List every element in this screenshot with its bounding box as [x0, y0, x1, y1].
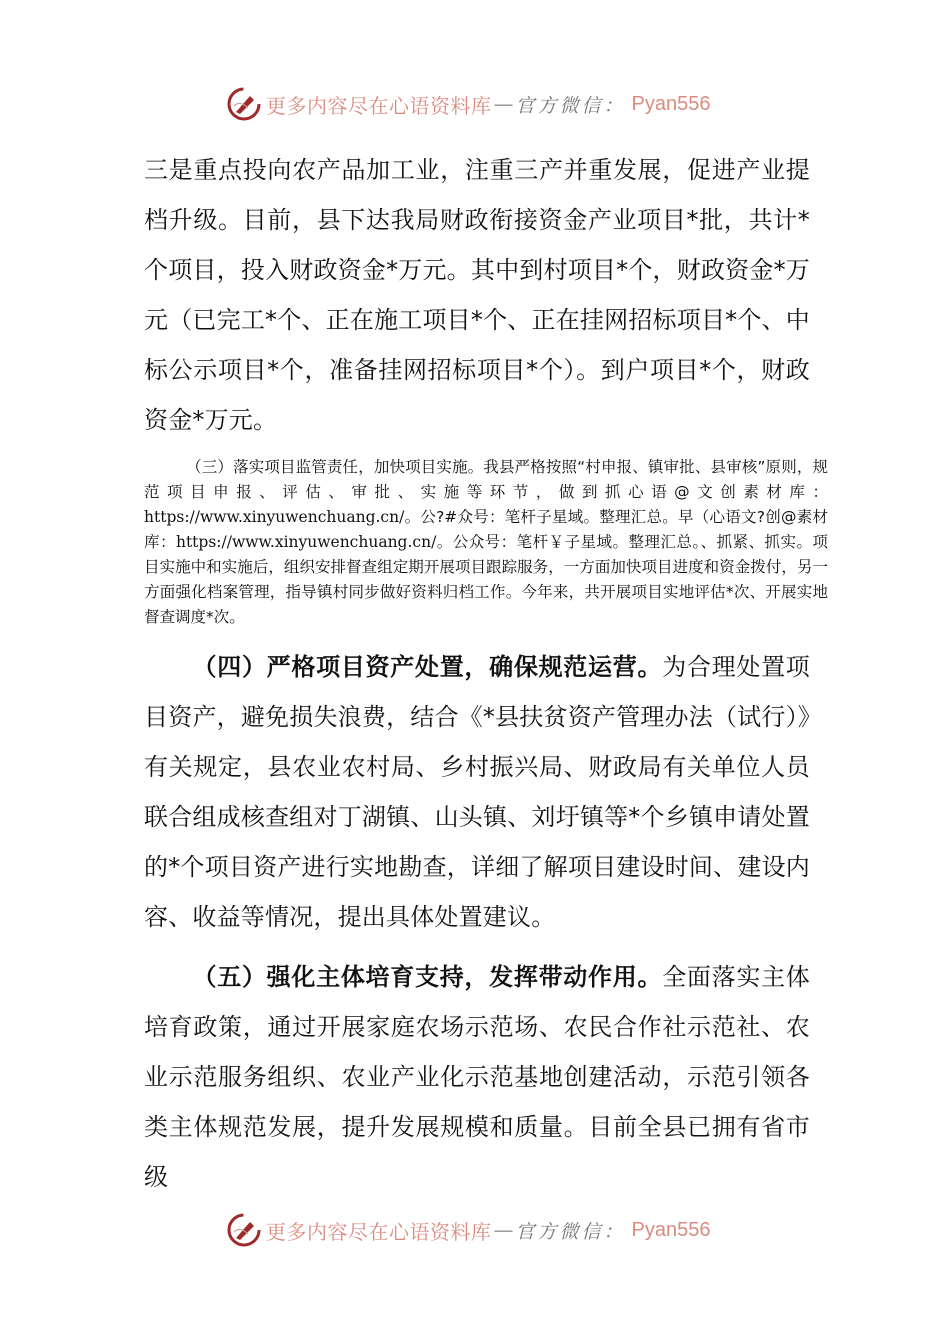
header-watermark-banner: [226, 84, 710, 124]
paragraph-text: 全面落实主体培育政策，通过开展家庭农场示范场、农民合作社示范社、农业示范服务组织、农业产业化示范基地创建活动，示范引领各类主体规范发展，提升发展规模和质量。目前全县已拥有省市级: [144, 963, 810, 1191]
banner-wechat-label: 官方微信：: [515, 1220, 626, 1243]
body-paragraph-4: [144, 952, 810, 1202]
url-link-text: https://www.xinyuwenchuang.cn/: [175, 533, 437, 551]
body-paragraph-2-small: [144, 455, 828, 630]
banner-wechat-id: Pyan556: [631, 1218, 711, 1241]
paragraph-text: （三）落实项目监管责任，加快项目实施。我县严格按照“村申报、镇审批、县审核”原则，规范项目申报、评估、审批、实施等环节，做到抓心语@文创素材库：: [144, 458, 828, 501]
body-paragraph-1: [144, 145, 810, 445]
footer-watermark-banner: [226, 1210, 710, 1250]
section-heading-5: （五）强化主体培育支持，发挥带动作用。: [192, 963, 663, 991]
paragraph-text: 三是重点投向农产品加工业，注重三产并重发展，促进产业提档升级。目前，县下达我局财政衔接资金产业项目*批，共计*个项目，投入财政资金*万元。其中到村项目*个，财政资金*万元（已完工*个、正在施工项目*个、正在挂网招标项目*个、中标公示项目*个，准备挂网招标项目*个）。到户项目*个，财政资金*万元。: [144, 156, 810, 434]
quill-pen-logo-icon: [226, 86, 262, 122]
quill-pen-logo-icon: [226, 1212, 262, 1248]
url-link-text: https://www.xinyuwenchuang.cn/: [144, 508, 405, 526]
banner-site-text: 更多内容尽在心语资料库: [266, 1219, 492, 1244]
section-heading-4: （四）严格项目资产处置，确保规范运营。: [192, 653, 663, 681]
banner-site-text: 更多内容尽在心语资料库: [266, 93, 492, 118]
banner-dash: —: [493, 1218, 514, 1242]
banner-dash: —: [493, 92, 514, 116]
banner-wechat-label: 官方微信：: [515, 94, 626, 117]
paragraph-text: 为合理处置项目资产，避免损失浪费，结合《*县扶贫资产管理办法（试行）》有关规定，县农业农村局、乡村振兴局、财政局有关单位人员联合组成核查组对丁湖镇、山头镇、刘圩镇等*个乡镇申请处置的*个项目资产进行实地勘查，详细了解项目建设时间、建设内容、收益等情况，提出具体处置建议。: [144, 653, 810, 931]
banner-wechat-id: Pyan556: [631, 92, 711, 115]
body-paragraph-3: [144, 642, 810, 942]
paragraph-text: 。公?#众号：笔杆子星域。整理汇总。早（心语文?创@素材库：: [144, 508, 828, 551]
paragraph-text: 。公众号：笔杆￥子星域。整理汇总。、抓紧、抓实。项目实施中和实施后，组织安排督查组定期开展项目跟踪服务，一方面加快项目进度和资金拨付，另一方面强化档案管理，指导镇村同步做好资料归档工作。今年来，共开展项目实地评估*次、开展实地督查调度*次。: [144, 533, 828, 626]
